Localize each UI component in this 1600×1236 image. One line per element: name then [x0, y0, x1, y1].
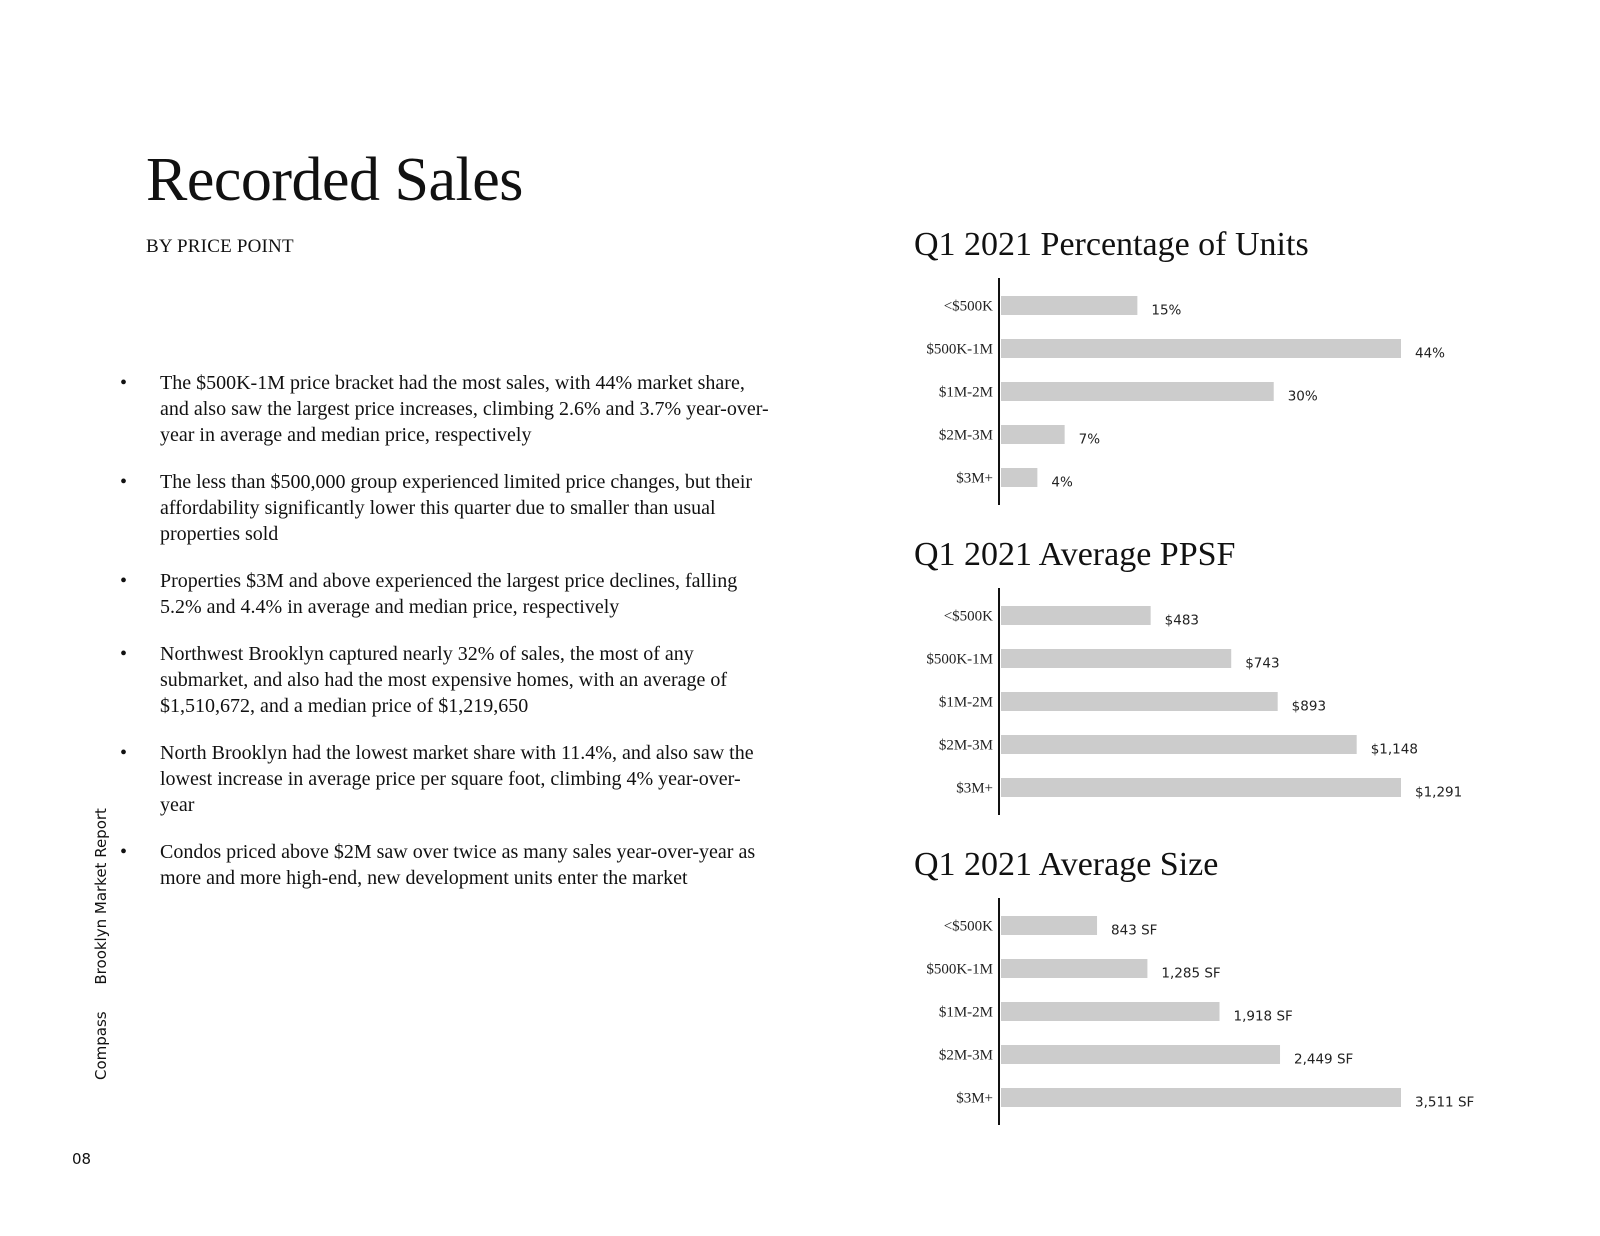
value-label-2m-3m: 7%: [1078, 431, 1101, 448]
page-subtitle: BY PRICE POINT: [146, 236, 294, 257]
bar-500k-1m: [1001, 339, 1401, 358]
summary-bullet: • Northwest Brooklyn captured nearly 32% of sales, the most of any submarket, and also had the most expensive homes, with an average of $1,510,672, and a median price of $1,219,650: [120, 641, 770, 719]
bar-3m: [1001, 1088, 1401, 1107]
value-label-2m-3m: $1,148: [1370, 741, 1418, 758]
summary-bullet-list: [120, 370, 770, 912]
chart-plot: [914, 588, 1514, 818]
value-label-500k-1m: 1,285 SF: [1161, 965, 1221, 982]
bar-500k: [1001, 606, 1151, 625]
category-label-500k-1m: $500K-1M: [926, 961, 993, 978]
chart-title: Q1 2021 Average PPSF: [914, 536, 1236, 573]
footer-brand: Compass: [92, 1011, 110, 1080]
page-number: 08: [72, 1150, 92, 1168]
bar-3m: [1001, 468, 1037, 487]
bar-2m-3m: [1001, 425, 1065, 444]
summary-bullet: • The $500K-1M price bracket had the most sales, with 44% market share, and also saw the largest price increases, climbing 2.6% and 3.7% year-over-year in average and median price, respectively: [120, 370, 770, 448]
bar-1m-2m: [1001, 1002, 1220, 1021]
bar-2m-3m: [1001, 735, 1357, 754]
chart-title: Q1 2021 Percentage of Units: [914, 226, 1309, 263]
category-label-500k: <$500K: [943, 918, 993, 935]
category-label-500k-1m: $500K-1M: [926, 651, 993, 668]
category-label-1m-2m: $1M-2M: [938, 1004, 993, 1021]
summary-bullet: • Condos priced above $2M saw over twice as many sales year-over-year as more and more high-end, new development units enter the market: [120, 839, 770, 891]
chart-plot: [914, 278, 1514, 508]
page-title: Recorded Sales: [146, 146, 523, 214]
value-label-500k-1m: 44%: [1415, 345, 1446, 362]
value-label-1m-2m: $893: [1291, 698, 1327, 715]
value-label-500k: $483: [1164, 612, 1200, 629]
category-label-3m: $3M+: [956, 470, 993, 487]
chart-average-size: [914, 848, 1514, 1128]
value-label-2m-3m: 2,449 SF: [1294, 1051, 1354, 1068]
value-label-500k: 15%: [1151, 302, 1182, 319]
category-label-3m: $3M+: [956, 1090, 993, 1107]
category-label-500k-1m: $500K-1M: [926, 341, 993, 358]
bar-1m-2m: [1001, 382, 1274, 401]
value-label-3m: 4%: [1051, 474, 1073, 491]
chart-average-ppsf: [914, 538, 1514, 818]
category-label-2m-3m: $2M-3M: [938, 1047, 993, 1064]
value-label-1m-2m: 1,918 SF: [1233, 1008, 1293, 1025]
summary-bullet: • Properties $3M and above experienced the largest price declines, falling 5.2% and 4.4% in average and median price, respectively: [120, 568, 770, 620]
summary-bullet: • North Brooklyn had the lowest market share with 11.4%, and also saw the lowest increase in average price per square foot, climbing 4% year-over-year: [120, 740, 770, 818]
chart-title: Q1 2021 Average Size: [914, 846, 1219, 883]
bar-500k: [1001, 296, 1137, 315]
category-label-2m-3m: $2M-3M: [938, 737, 993, 754]
value-label-3m: $1,291: [1415, 784, 1463, 801]
value-label-1m-2m: 30%: [1287, 388, 1318, 405]
bar-2m-3m: [1001, 1045, 1280, 1064]
category-label-500k: <$500K: [943, 298, 993, 315]
category-label-2m-3m: $2M-3M: [938, 427, 993, 444]
chart-percentage-of-units: [914, 228, 1514, 508]
footer-report-name: Brooklyn Market Report: [92, 808, 110, 985]
footer-side-label: [92, 808, 110, 1080]
value-label-3m: 3,511 SF: [1415, 1094, 1475, 1111]
category-label-3m: $3M+: [956, 780, 993, 797]
bar-500k-1m: [1001, 649, 1231, 668]
category-label-500k: <$500K: [943, 608, 993, 625]
value-label-500k-1m: $743: [1245, 655, 1280, 672]
chart-plot: [914, 898, 1514, 1128]
bar-500k: [1001, 916, 1097, 935]
bar-3m: [1001, 778, 1401, 797]
summary-bullet: • The less than $500,000 group experienced limited price changes, but their affordability significantly lower this quarter due to smaller than usual properties sold: [120, 469, 770, 547]
bar-1m-2m: [1001, 692, 1278, 711]
category-label-1m-2m: $1M-2M: [938, 384, 993, 401]
value-label-500k: 843 SF: [1111, 922, 1158, 939]
category-label-1m-2m: $1M-2M: [938, 694, 993, 711]
bar-500k-1m: [1001, 959, 1147, 978]
